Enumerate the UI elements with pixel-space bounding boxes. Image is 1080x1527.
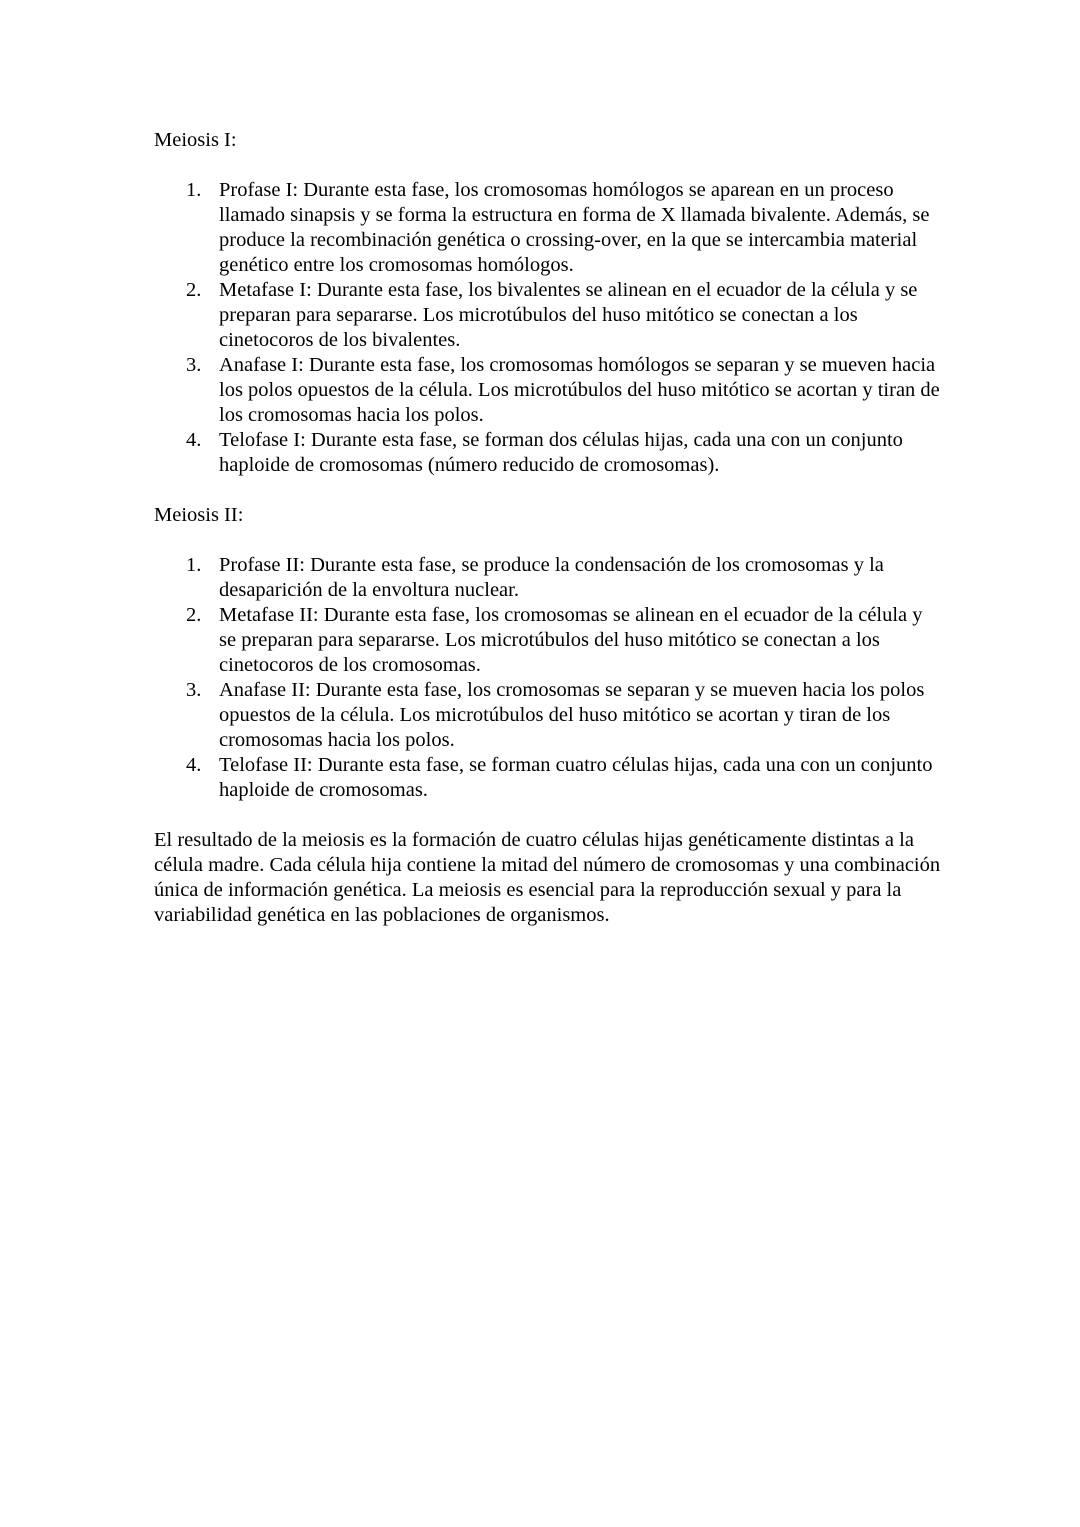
list-text: Telofase I: Durante esta fase, se forman dos células hijas, cada una con un conjunto haploide de cromosomas (número reducido de cromosomas). [219, 429, 903, 476]
list-text: Anafase I: Durante esta fase, los cromosomas homólogos se separan y se mueven hacia los polos opuestos de la célula. Los microtúbulos del huso mitótico se acortan y tiran de los cromosomas hacia los polos. [219, 354, 940, 426]
section-heading-meiosis-1: Meiosis I: [154, 129, 237, 151]
meiosis-2-phase-list [154, 553, 944, 803]
list-item [154, 278, 944, 353]
list-number: 1. [186, 179, 202, 201]
conclusion-paragraph: El resultado de la meiosis es la formación de cuatro células hijas genéticamente distintas a la célula madre. Cada célula hija contiene la mitad del número de cromosomas y una combinación única de información genética. La meiosis es esencial para la reproducción sexual y para la variabilidad genética en las poblaciones de organismos. [154, 829, 941, 926]
list-text: Profase II: Durante esta fase, se produce la condensación de los cromosomas y la desaparición de la envoltura nuclear. [219, 554, 884, 601]
section-heading-meiosis-2: Meiosis II: [154, 504, 244, 526]
list-number: 4. [186, 429, 202, 451]
list-text: Profase I: Durante esta fase, los cromosomas homólogos se aparean en un proceso llamado sinapsis y se forma la estructura en forma de X llamada bivalente. Además, se produce la recombinación genética o crossing-over, en la que se intercambia material genético entre los cromosomas homólogos. [219, 179, 930, 276]
list-item [154, 603, 944, 678]
list-text: Metafase I: Durante esta fase, los bivalentes se alinean en el ecuador de la célula y se preparan para separarse. Los microtúbulos del huso mitótico se conectan a los cinetocoros de los bivalentes. [219, 279, 918, 351]
list-item [154, 178, 944, 278]
list-item [154, 678, 944, 753]
list-number: 3. [186, 354, 202, 376]
list-text: Anafase II: Durante esta fase, los cromosomas se separan y se mueven hacia los polos opuestos de la célula. Los microtúbulos del huso mitótico se acortan y tiran de los cromosomas hacia los polos. [219, 679, 925, 751]
list-text: Metafase II: Durante esta fase, los cromosomas se alinean en el ecuador de la célula y se preparan para separarse. Los microtúbulos del huso mitótico se conectan a los cinetocoros de los cromosomas. [219, 604, 923, 676]
list-number: 1. [186, 554, 202, 576]
list-number: 2. [186, 279, 202, 301]
list-number: 4. [186, 754, 202, 776]
list-text: Telofase II: Durante esta fase, se forman cuatro células hijas, cada una con un conjunto haploide de cromosomas. [219, 754, 933, 801]
document-content [154, 128, 944, 928]
list-item [154, 428, 944, 478]
list-item [154, 553, 944, 603]
list-item [154, 353, 944, 428]
list-number: 3. [186, 679, 202, 701]
list-number: 2. [186, 604, 202, 626]
meiosis-1-phase-list [154, 178, 944, 478]
list-item [154, 753, 944, 803]
